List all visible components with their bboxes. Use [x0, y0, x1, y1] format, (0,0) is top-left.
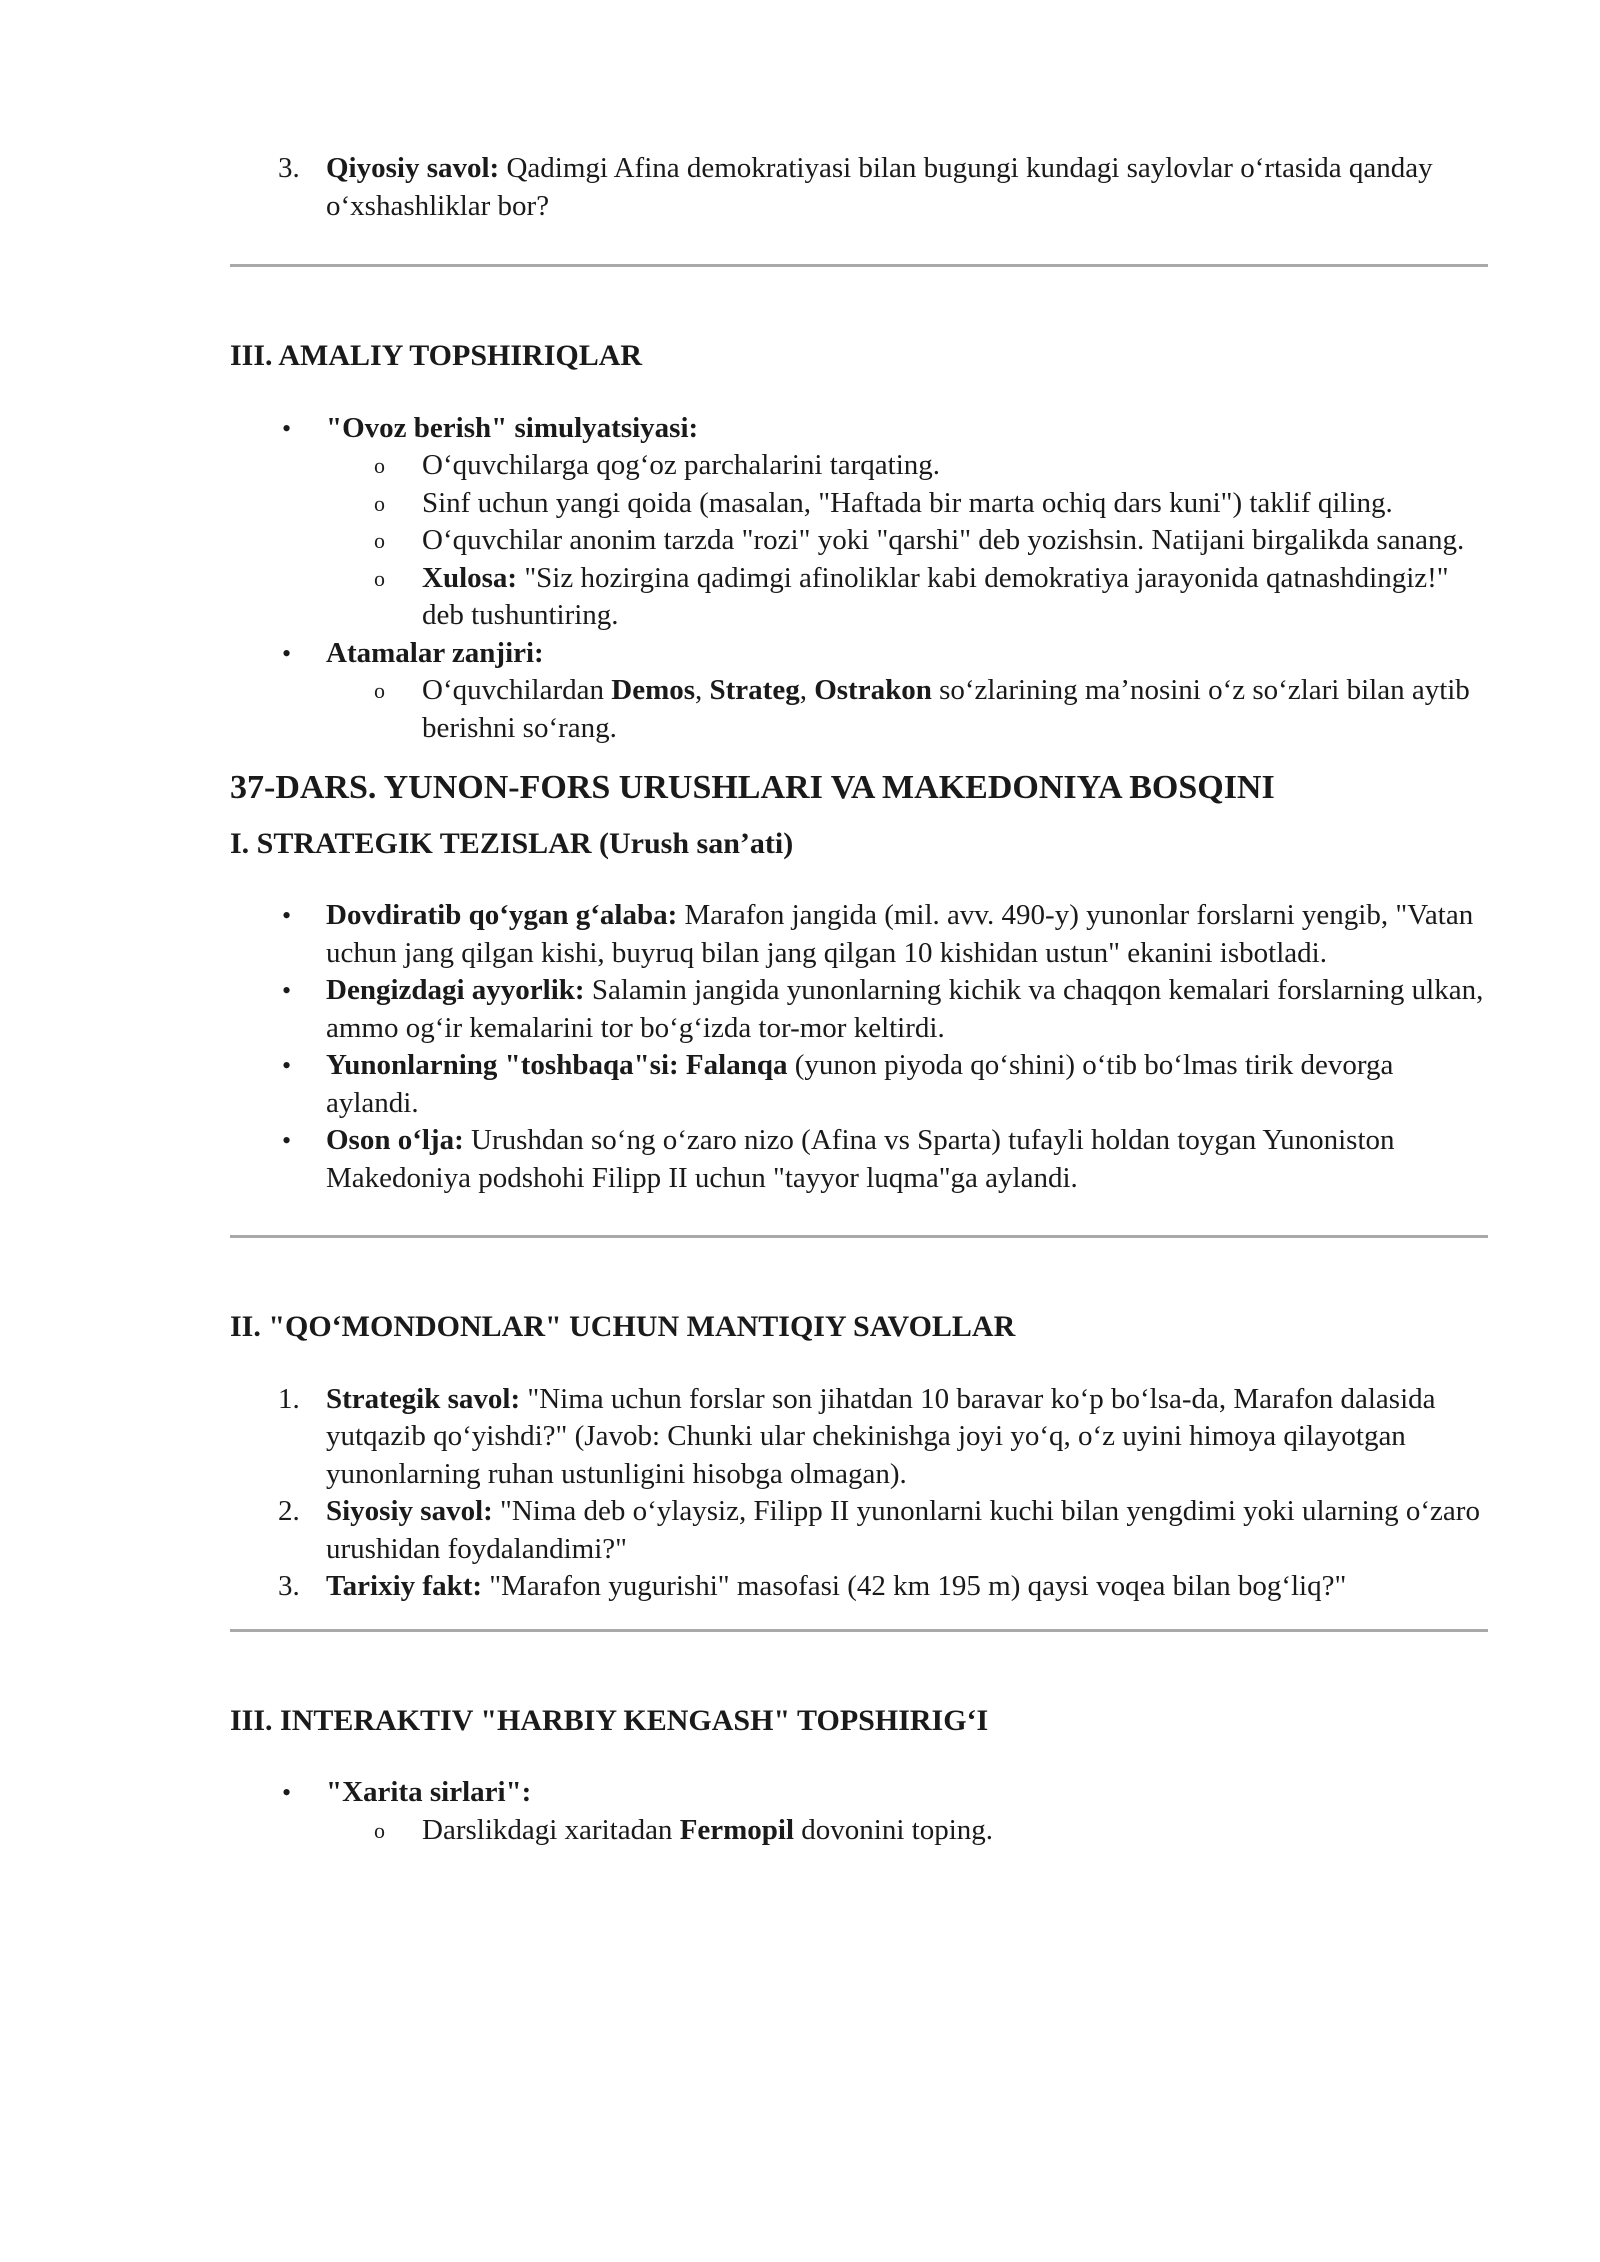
bullet-marker: • [282, 638, 292, 668]
kengash-list [230, 1774, 1488, 1849]
sub-list-item [230, 485, 1488, 523]
sub-bullet-marker: o [374, 678, 385, 703]
amaliy-list [230, 410, 1488, 748]
list-item [230, 897, 1488, 972]
bullet-label: Yunonlarning "toshbaqa"si: Falanqa [326, 1049, 788, 1081]
question-label: Strategik savol: [326, 1382, 521, 1415]
sub-item-text: so‘zlarining ma’nosini o‘z so‘zlari bilan aytib berishni so‘rang. [422, 674, 1470, 744]
bullet-label: Dovdiratib qo‘ygan g‘alaba: [326, 899, 678, 931]
question-list-continued [230, 150, 1488, 225]
sub-bullet-marker: o [374, 1817, 385, 1843]
list-number: 2. [278, 1495, 300, 1527]
list-item [230, 972, 1488, 1047]
term-ostrakon: Ostrakon [814, 674, 932, 706]
separator: , [695, 674, 710, 706]
lesson-title: 37-DARS. YUNON-FORS URUSHLARI VA MAKEDONIYA BOSQINI [230, 769, 1275, 806]
section-heading-amaliy: III. AMALIY TOPSHIRIQLAR [230, 339, 643, 372]
term-demos: Demos [611, 674, 696, 706]
list-item [230, 1122, 1488, 1197]
sub-list-item [230, 522, 1488, 560]
list-number: 1. [278, 1382, 300, 1415]
separator: , [799, 674, 815, 706]
sub-item-text: Darslikdagi xaritadan [422, 1813, 680, 1846]
list-item [230, 635, 1488, 673]
question-label: Qiyosiy savol: [326, 152, 500, 184]
bullet-text: Marafon jangida (mil. avv. 490-y) yunonlar forslarni yengib, "Vatan uchun jang qilgan kishi, buyruq bilan jang qilgan 10 kishidan ustun" ekanini isbotladi. [326, 899, 1474, 969]
list-item [230, 1774, 1488, 1812]
section-heading-savollar: II. "QO‘MONDONLAR" UCHUN MANTIQIY SAVOLLAR [230, 1310, 1016, 1343]
sub-item-text: Sinf uchun yangi qoida (masalan, "Haftada bir marta ochiq dars kuni") taklif qiling. [422, 486, 1393, 519]
sub-bullet-marker: o [374, 453, 385, 478]
savollar-list [230, 1381, 1488, 1606]
list-item [230, 1568, 1488, 1606]
bullet-marker: • [282, 1051, 292, 1080]
sub-item-text: dovonini toping. [794, 1813, 994, 1846]
horizontal-rule [230, 1235, 1488, 1238]
sub-list-item [230, 1812, 1488, 1850]
sub-list-item [230, 672, 1488, 747]
sub-item-text: O‘quvchilar anonim tarzda "rozi" yoki "qarshi" deb yozishsin. Natijani birgalikda sanang. [422, 524, 1465, 556]
tezislar-list [230, 897, 1488, 1197]
bullet-text: (yunon piyoda qo‘shini) o‘tib bo‘lmas tirik devorga aylandi. [326, 1049, 1394, 1119]
question-text: "Nima uchun forslar son jihatdan 10 baravar ko‘p bo‘lsa-da, Marafon dalasida yutqazib qo‘yishdi?" (Javob: Chunki ular chekinishga joyi yo‘q, o‘z uyini himoya qilayotgan yunonlarning ruhan ustunligini hisobga olmagan). [326, 1382, 1436, 1490]
bullet-marker: • [282, 1126, 292, 1155]
section-heading-kengash: III. INTERAKTIV "HARBIY KENGASH" TOPSHIRIG‘I [230, 1703, 989, 1737]
sub-bullet-marker: o [374, 528, 385, 553]
document-content [230, 150, 1488, 1849]
horizontal-rule [230, 1629, 1488, 1632]
sub-item-text: O‘quvchilardan [422, 674, 612, 706]
bullet-label: "Ovoz berish" simulyatsiyasi: [326, 411, 699, 444]
list-item [230, 410, 1488, 448]
question-text: "Marafon yugurishi" masofasi (42 km 195 m) qaysi voqea bilan bog‘liq?" [482, 1570, 1347, 1602]
sub-list-item [230, 447, 1488, 485]
question-text: "Nima deb o‘ylaysiz, Filipp II yunonlarni kuchi bilan yengdimi yoki ularning o‘zaro urushidan foydalandimi?" [326, 1495, 1480, 1565]
list-number: 3. [278, 1570, 300, 1602]
section-heading-tezislar: I. STRATEGIK TEZISLAR (Urush san’ati) [230, 826, 794, 860]
bullet-marker: • [282, 1778, 292, 1807]
sub-bullet-marker: o [374, 565, 385, 591]
horizontal-rule [230, 264, 1488, 267]
term-strateg: Strateg [709, 674, 800, 706]
bullet-label: Dengizdagi ayyorlik: [326, 974, 585, 1006]
list-item [230, 1047, 1488, 1122]
list-number: 3. [278, 152, 300, 184]
term-fermopil: Fermopil [679, 1813, 795, 1846]
bullet-marker: • [282, 413, 292, 443]
sub-item-text: O‘quvchilarga qog‘oz parchalarini tarqating. [422, 449, 941, 481]
bullet-label: Atamalar zanjiri: [326, 636, 544, 669]
bullet-text: Urushdan so‘ng o‘zaro nizo (Afina vs Sparta) tufayli holdan toygan Yunoniston Makedoniya podshohi Filipp II uchun "tayyor luqma"ga aylandi. [326, 1124, 1395, 1194]
bullet-label: Oson o‘lja: [326, 1124, 464, 1156]
question-label: Siyosiy savol: [326, 1495, 493, 1527]
sub-item-label: Xulosa: [422, 561, 518, 594]
question-text: Qadimgi Afina demokratiyasi bilan bugungi kundagi saylovlar o‘rtasida qanday o‘xshashliklar bor? [326, 152, 1433, 222]
bullet-text: Salamin jangida yunonlarning kichik va chaqqon kemalari forslarning ulkan, ammo og‘ir kemalarini tor bo‘g‘izda tor-mor keltirdi. [326, 974, 1484, 1044]
list-item [230, 1381, 1488, 1494]
sub-item-text: "Siz hozirgina qadimgi afinoliklar kabi demokratiya jarayonida qatnashdingiz!" deb tushuntiring. [422, 561, 1449, 631]
list-item [230, 1493, 1488, 1568]
sub-list-item [230, 560, 1488, 635]
bullet-marker: • [282, 901, 292, 930]
bullet-label: "Xarita sirlari": [326, 1776, 532, 1808]
bullet-marker: • [282, 976, 292, 1005]
sub-bullet-marker: o [374, 490, 385, 516]
list-item [230, 150, 1488, 225]
question-label: Tarixiy fakt: [326, 1570, 483, 1602]
